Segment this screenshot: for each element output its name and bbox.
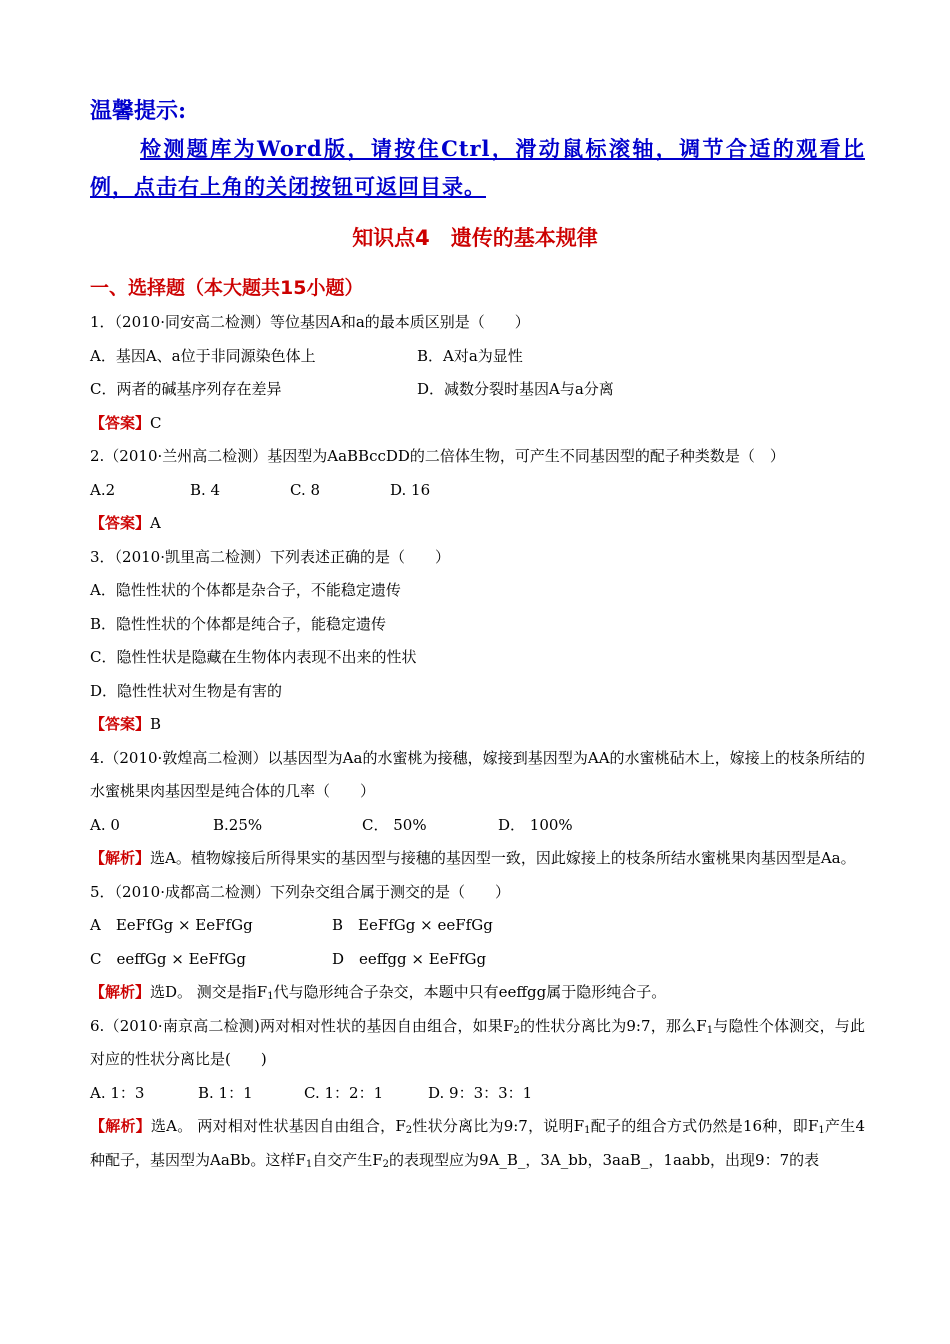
subscript: 2 [405,1125,413,1136]
option-b: B.25% [213,815,263,834]
option-c: C． 50% [362,815,427,834]
answer-value: B [150,715,162,733]
option-d: D． 100% [498,815,573,834]
stem-text: 6.（2010·南京高二检测)两对相对性状的基因自由组合，如果F [90,1016,514,1035]
option-b: B．隐性性状的个体都是纯合子，能稳定遗传 [90,614,387,633]
stem-text: 与隐性个体测交，与此对应的性状分离比是( ) [90,1016,865,1068]
question-1-options [90,373,865,407]
answer-label: 【答案】 [90,413,151,432]
analysis-text: 配子的组合方式仍然是16种，即F [590,1117,819,1135]
question-5-options [90,909,865,943]
analysis-label: 【解析】 [90,983,151,1001]
subscript: 1 [305,1158,313,1170]
analysis-text: 自交产生F [312,1150,383,1169]
option-a: A EeFfGg × EeFfGg [90,916,253,934]
question-6-analysis [90,1110,865,1177]
question-3-stem: 3．（2010·凯里高二检测）下列表述正确的是（ ） [90,547,450,566]
subscript: 1 [706,1024,714,1036]
question-3-answer [90,708,865,742]
option-d: D．隐性性状对生物是有害的 [90,681,283,700]
question-6-stem [90,1010,865,1077]
question-1-answer [90,407,865,441]
option-c: C．两者的碱基序列存在差异 [90,380,282,398]
section-heading: 一、选择题（本大题共15小题） [90,277,364,299]
question-5-analysis [90,976,865,1010]
option-d: D eeffgg × EeFfGg [332,949,487,968]
analysis-text: 产生4种配子，基因型为AaBb。这样F [90,1117,865,1169]
tip-title: 温馨提示: [90,98,187,124]
option-c: C. 1：2：1 [304,1083,384,1102]
question-2-answer [90,507,865,541]
analysis-text: 代与隐形纯合子杂交，本题中只有eeffgg属于隐形纯合子。 [273,983,667,1001]
page-title: 知识点4 遗传的基本规律 [352,226,598,250]
analysis-text: 的表现型应为9A_B_，3A_bb，3aaB_，1aabb，出现9：7的表 [388,1150,820,1169]
question-4-analysis [90,842,865,876]
option-a: A. 1：3 [90,1083,145,1102]
option-d: D. 9：3：3：1 [428,1083,533,1102]
subscript: 2 [382,1158,389,1170]
option-c: C eeffGg × EeFfGg [90,949,246,968]
question-2-options [90,474,865,508]
analysis-text: 性状分离比为9:7，说明F [412,1117,585,1135]
stem-text: 的性状分离比为9:7，那么F [519,1016,707,1035]
subscript: 1 [267,991,274,1002]
analysis-label: 【解析】 [90,1117,151,1135]
answer-value: C [150,413,162,432]
analysis-text: 选D。 测交是指F [150,983,268,1001]
question-4-options [90,809,865,843]
question-5-stem: 5．（2010·成都高二检测）下列杂交组合属于测交的是（ ） [90,882,510,901]
answer-label: 【答案】 [90,514,151,532]
analysis-text: 选A。 两对相对性状基因自由组合，F [150,1117,406,1135]
option-d: D. 16 [390,480,431,499]
analysis-label: 【解析】 [90,849,151,867]
analysis-text: 选A。植物嫁接后所得果实的基因型与接穗的基因型一致，因此嫁接上的枝条所结水蜜桃果肉基因型是Aa。 [150,849,856,867]
option-b: B EeFfGg × eeFfGg [332,916,493,934]
option-c: C．隐性性状是隐藏在生物体内表现不出来的性状 [90,648,417,666]
answer-value: A [150,514,161,532]
question-4-stem: 4.（2010·敦煌高二检测）以基因型为Aa的水蜜桃为接穗，嫁接到基因型为AA的水蜜桃砧木上，嫁接上的枝条所结的水蜜桃果肉基因型是纯合体的几率（ ） [90,748,865,800]
question-2-stem: 2.（2010·兰州高二检测）基因型为AaBBccDD的二倍体生物，可产生不同基因型的配子种类数是（ ） [90,447,785,465]
option-c: C. 8 [290,480,321,499]
option-a: A. 0 [90,815,120,834]
option-b: B. 1：1 [198,1083,253,1102]
subscript: 1 [818,1125,825,1136]
question-1-options [90,340,865,374]
option-b: B．A对a为显性 [417,346,523,365]
question-list [90,306,865,1177]
question-5-options [90,943,865,977]
subscript: 2 [513,1024,520,1036]
option-a: A.2 [90,480,116,499]
question-1-stem: 1．（2010·同安高二检测）等位基因A和a的最本质区别是（ ） [90,313,530,331]
question-6-options [90,1077,865,1111]
option-a: A．隐性性状的个体都是杂合子，不能稳定遗传 [90,581,401,599]
option-a: A．基因A、a位于非同源染色体上 [90,346,316,365]
option-d: D．减数分裂时基因A与a分离 [417,380,614,398]
tip-body: 检测题库为Word版，请按住Ctrl，滑动鼠标滚轴，调节合适的观看比例，点击右上角的关闭按钮可返回目录。 [90,136,865,199]
answer-label: 【答案】 [90,715,151,733]
option-b: B. 4 [190,480,221,499]
subscript: 1 [584,1125,591,1136]
